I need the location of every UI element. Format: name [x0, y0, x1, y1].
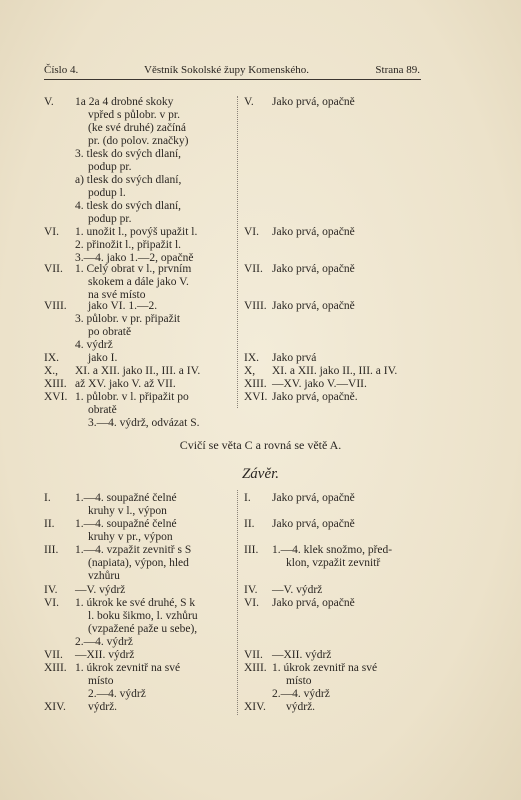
- section-title: Závěr.: [241, 466, 280, 482]
- header-rule: [44, 79, 421, 80]
- page-number: Strana 89.: [375, 64, 420, 76]
- journal-title: Věstník Sokolské župy Komenského.: [144, 64, 309, 76]
- document-page: Číslo 4. Věstník Sokolské župy Komenského. Strana 89. V. 1a 2a 4 drobné skoky vpřed s půlobr. v pr. (ke své druhé) začíná pr. (do polov. značky) 3. tlesk do svých dlaní, podup pr. a) tlesk do svých dlaní, podup l. 4. tlesk do svých dlaní, podup pr. VI. 1. unožit l., povýš upažit l. 2. přinožit l., připažit l. 3.—4. jako 1.—2, opačně VII. 1. Celý obrat v l., prvním skokem a dále jako V. na své místo VIII. jako VI. 1.—2. 3. půlobr. v pr. připažit po obratě 4. výdrž IX. jako I. X., XI. a XII. jako II., III. a IV. XIII. až XV. jako V. až VII. XVI. 1. půlobr. v l. připažit po obratě 3.—4. výdrž, odvázat S. V. Jako prvá, opačně VI. Jako prvá, opačně VII. Jako prvá, opačně VIII. Jako prvá, opačně IX. Jako prvá X, XI. a XII. jako II., III. a IV. XIII. —XV. jako V.—VII. XVI. Jako prvá, opačně. Cvičí se věta C a rovná se větě A. Závěr. I. 1.—4. soupažné čelné kruhy v l., výpon II. 1.—4. soupažné čelné kruhy v pr., výpon III. 1.—4. vzpažit zevnitř s S (napiata), výpon, hled vzhůru IV. —V. výdrž VI. 1. úkrok ke své druhé, S k l. boku šikmo, l. vzhůru (vzpažené paže u sebe), 2.—4. výdrž VII. —XII. výdrž XIII. 1. úkrok zevnitř na své místo 2.—4. výdrž XIV. výdrž. I. Jako prvá, opačně II. Jako prvá, opačně III. 1.—4. klek snožmo, před- klon, vzpažit zevnitř IV. —V. výdrž VI. Jako prvá, opačně VII. —XII. výdrž XIII. 1. úkrok zevnitř na své místo 2.—4. výdrž XIV. výdrž.: [0, 0, 521, 800]
- issue-number: Číslo 4.: [44, 64, 79, 76]
- instruction-text: Cvičí se věta C a rovná se větě A.: [179, 438, 342, 452]
- column-divider: [237, 490, 238, 715]
- running-header: [44, 63, 420, 77]
- column-divider: [237, 96, 238, 408]
